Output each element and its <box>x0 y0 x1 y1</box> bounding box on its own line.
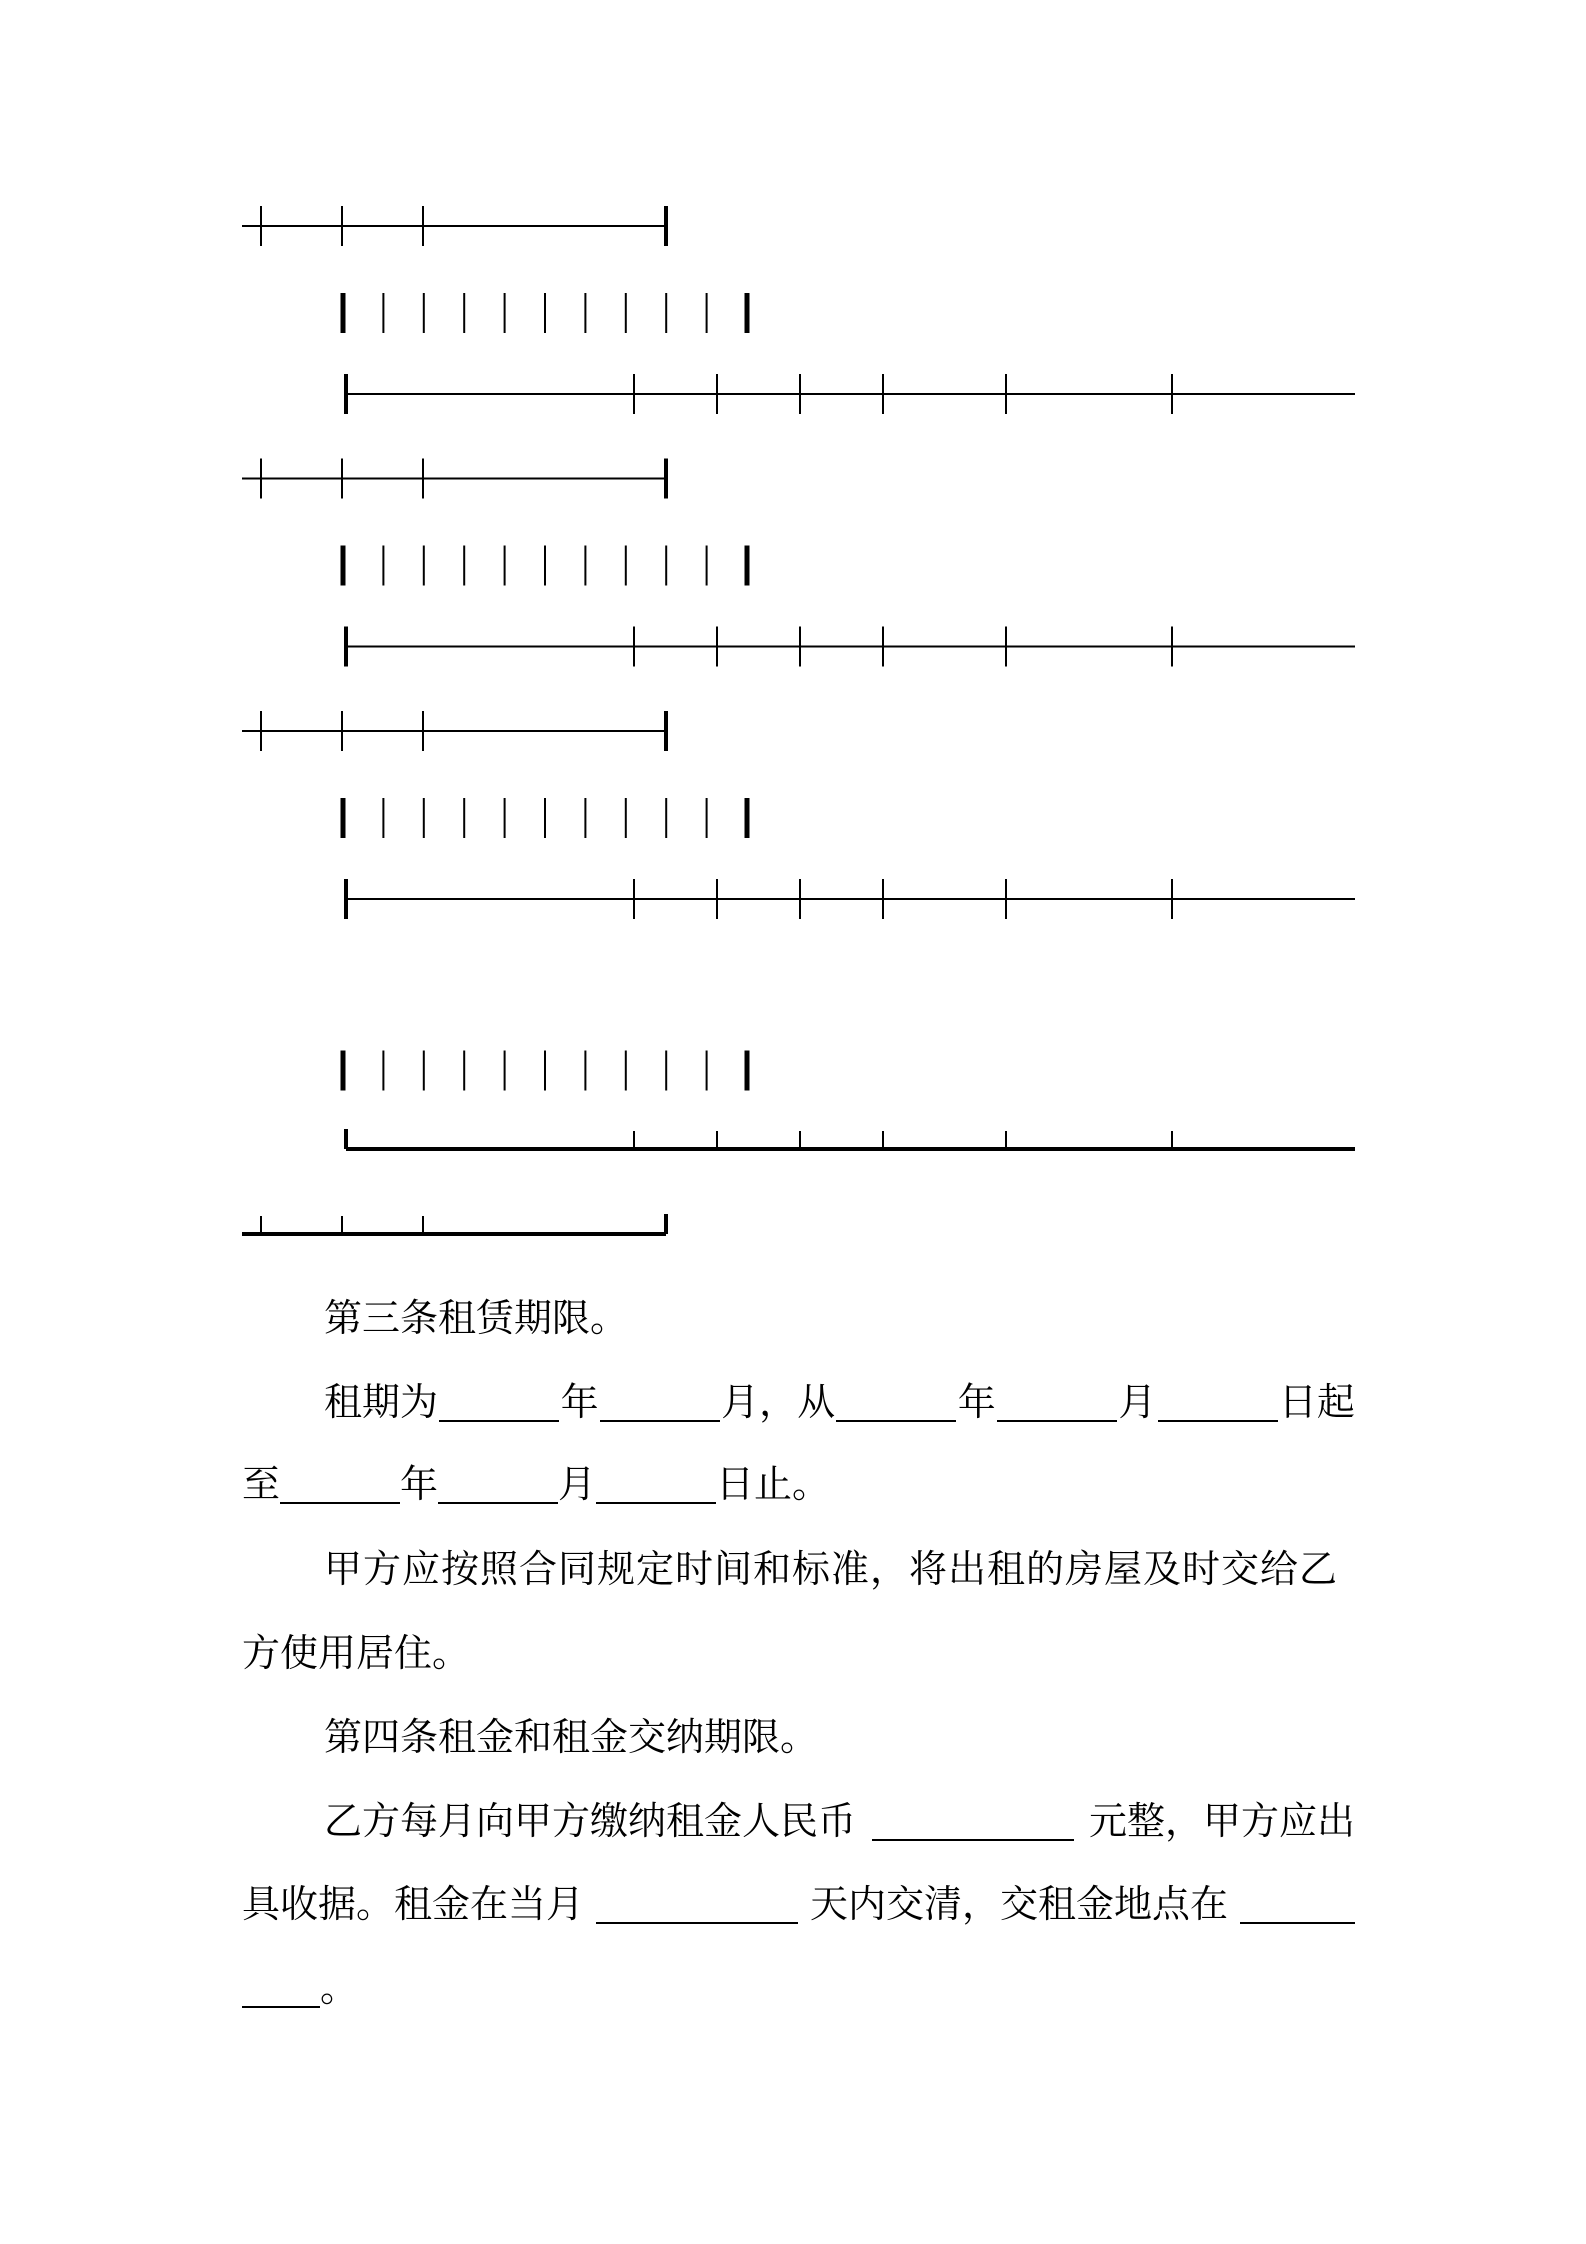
months-blank[interactable] <box>600 1380 720 1422</box>
text: 第四条租金和租金交纳期限。 <box>324 1715 819 1759</box>
start-year-blank[interactable] <box>836 1380 956 1422</box>
text: 年 <box>560 1380 599 1424</box>
text: 天内交清，交租金地点在 <box>809 1882 1228 1926</box>
article-3-heading <box>242 1290 1355 1346</box>
payment-location-blank[interactable] <box>1240 1882 1355 1924</box>
text: 至 <box>242 1462 281 1506</box>
rent-amount-blank[interactable] <box>872 1799 1074 1841</box>
text: 租期为 <box>324 1380 439 1424</box>
text: 月，从 <box>721 1380 836 1424</box>
payment-days-blank[interactable] <box>596 1882 798 1924</box>
paragraph-line <box>242 1541 1355 1597</box>
start-month-blank[interactable] <box>997 1380 1117 1422</box>
rent-amount-line <box>242 1793 1355 1849</box>
lease-term-line <box>242 1374 1355 1430</box>
text: 方使用居住。 <box>242 1631 471 1675</box>
article-4-heading <box>242 1709 1355 1765</box>
text: 月 <box>558 1462 597 1506</box>
text: 日起 <box>1278 1380 1355 1424</box>
text: 元整，甲方应出 <box>1088 1799 1355 1843</box>
end-year-blank[interactable] <box>280 1462 400 1504</box>
text: 月 <box>1118 1380 1157 1424</box>
start-day-blank[interactable] <box>1158 1380 1278 1422</box>
text: 日止。 <box>716 1462 831 1506</box>
text: 第三条租赁期限。 <box>324 1296 629 1340</box>
paragraph-line <box>242 1625 1355 1681</box>
rent-payment-line <box>242 1876 1355 1932</box>
text: 乙方每月向甲方缴纳租金人民币 <box>324 1799 857 1843</box>
end-month-blank[interactable] <box>438 1462 558 1504</box>
payment-location-blank-cont[interactable] <box>242 1966 320 2008</box>
lease-end-line <box>242 1456 1355 1512</box>
paragraph-line <box>242 1960 1355 2016</box>
end-day-blank[interactable] <box>596 1462 716 1504</box>
text: 甲方应按照合同规定时间和标准，将出租的房屋及时交给乙 <box>324 1547 1339 1591</box>
text: 具收据。租金在当月 <box>242 1882 585 1926</box>
text: 年 <box>957 1380 996 1424</box>
text: 。 <box>320 1966 359 2010</box>
years-blank[interactable] <box>439 1380 559 1422</box>
text: 年 <box>400 1462 439 1506</box>
